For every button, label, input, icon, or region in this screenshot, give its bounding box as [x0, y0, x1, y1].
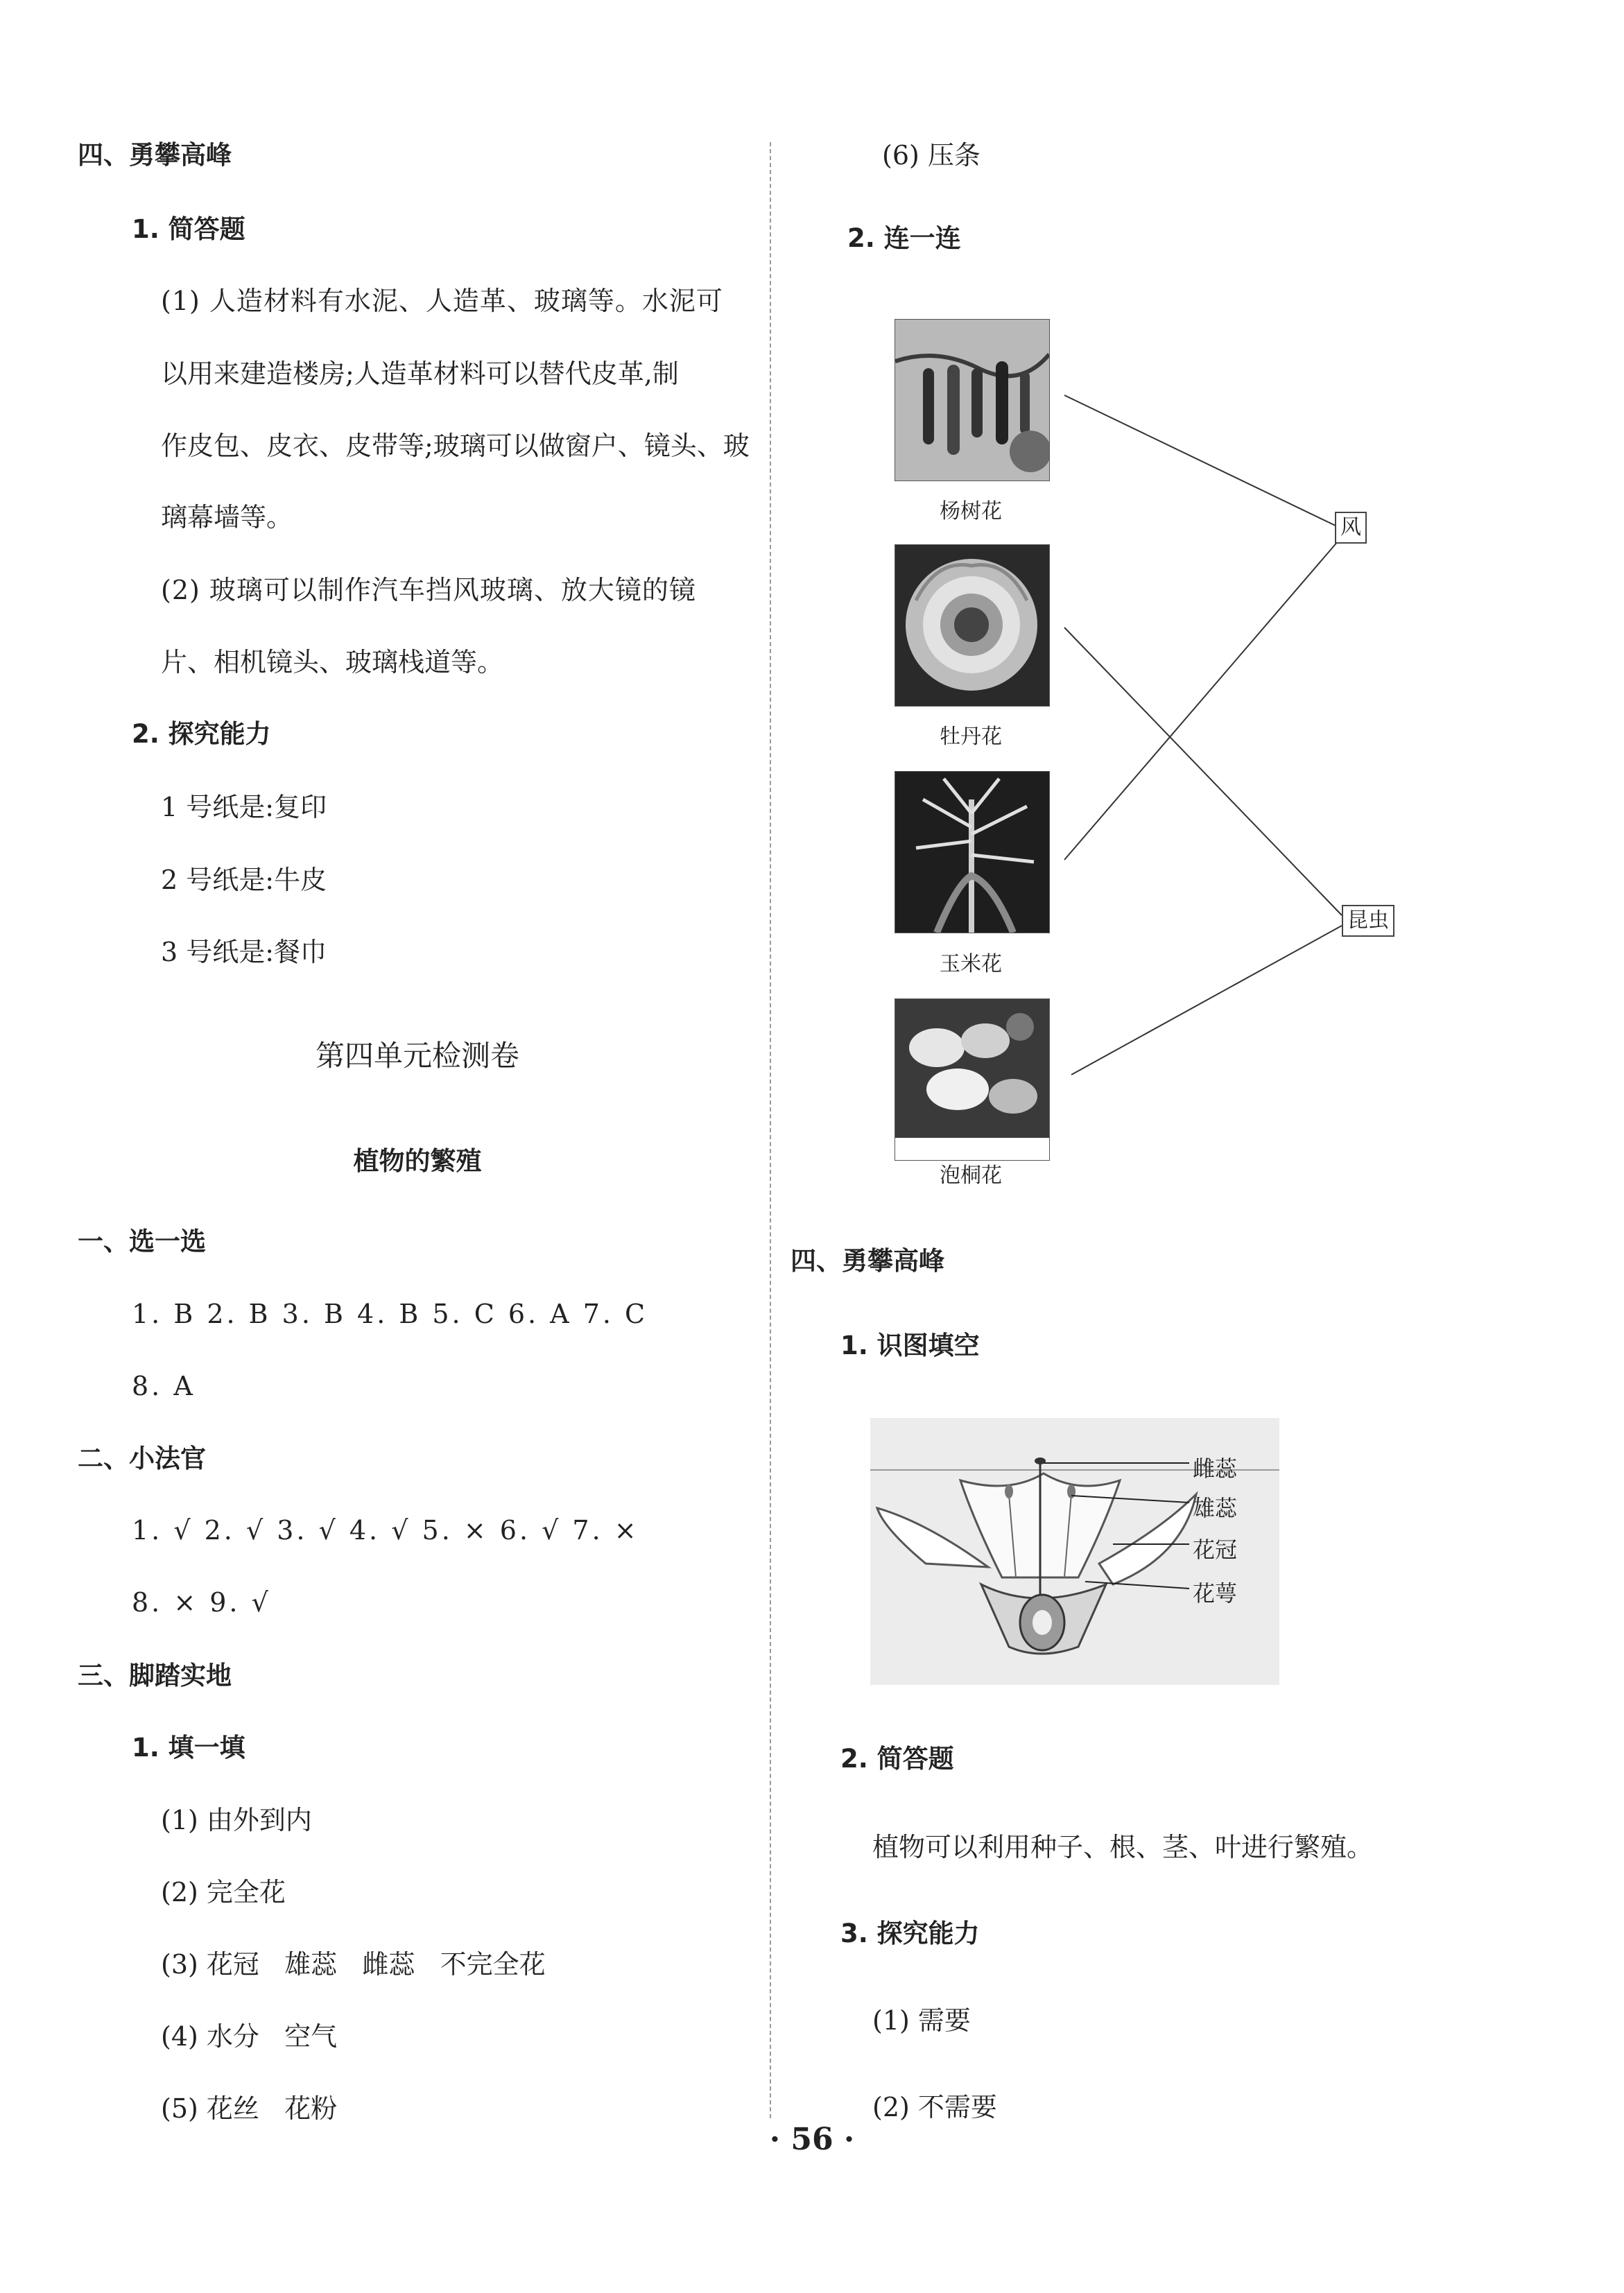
answer-line: 8. × 9. √ — [132, 1587, 271, 1618]
flower-caption: 杨树花 — [940, 499, 1002, 524]
corn-flower-photo — [895, 771, 1050, 933]
question-title-match: 2. 连一连 — [847, 223, 961, 253]
label-calyx: 花萼 — [1193, 1580, 1238, 1607]
answer-line: 8. A — [132, 1371, 196, 1401]
poplar-flower-photo — [895, 319, 1050, 481]
answer-line: 片、相机镜头、玻璃栈道等。 — [161, 647, 504, 677]
flower-caption: 牡丹花 — [940, 725, 1002, 749]
section-title-challenge: 四、勇攀高峰 — [78, 140, 232, 170]
section-title-practice: 三、脚踏实地 — [78, 1661, 232, 1690]
label-insect: 昆虫 — [1342, 905, 1394, 937]
unit-title: 第四单元检测卷 — [315, 1039, 519, 1073]
question-title-short-answer-right: 2. 简答题 — [840, 1744, 954, 1774]
answer-line: 1 号纸是:复印 — [161, 792, 327, 822]
flower-caption: 泡桐花 — [940, 1163, 1002, 1188]
answer-line: 作皮包、皮衣、皮带等;玻璃可以做窗户、镜头、玻 — [161, 431, 750, 461]
answer-line: (2) 完全花 — [161, 1877, 286, 1907]
answer-line: (1) 需要 — [872, 2005, 971, 2036]
answer-line: (5) 花丝 花粉 — [161, 2093, 338, 2124]
paulownia-flower-photo — [895, 998, 1050, 1161]
flower-caption: 玉米花 — [940, 952, 1002, 976]
page-number: · 56 · — [769, 2122, 855, 2157]
label-pistil: 雌蕊 — [1193, 1455, 1238, 1482]
section-title-judge: 二、小法官 — [78, 1444, 206, 1473]
answer-line: 3 号纸是:餐巾 — [161, 937, 327, 967]
section-title-choice: 一、选一选 — [78, 1227, 206, 1256]
answer-line: (2) 玻璃可以制作汽车挡风玻璃、放大镜的镜 — [161, 575, 696, 605]
label-corolla: 花冠 — [1193, 1537, 1238, 1563]
answer-line: 以用来建造楼房;人造革材料可以替代皮革,制 — [161, 358, 679, 389]
section-title-challenge-right: 四、勇攀高峰 — [791, 1246, 944, 1276]
answer-line: 璃幕墙等。 — [161, 502, 293, 533]
answer-line: (3) 花冠 雄蕊 雌蕊 不完全花 — [161, 1949, 546, 1980]
unit-subtitle: 植物的繁殖 — [353, 1146, 482, 1176]
flower-structure-diagram — [870, 1418, 1279, 1685]
peony-photo — [895, 544, 1050, 707]
label-stamen: 雄蕊 — [1193, 1495, 1238, 1521]
question-title-diagram: 1. 识图填空 — [840, 1331, 980, 1360]
answer-line: (1) 由外到内 — [161, 1805, 312, 1835]
answer-line: (4) 水分 空气 — [161, 2021, 338, 2052]
answer-line: 1. B 2. B 3. B 4. B 5. C 6. A 7. C — [132, 1299, 648, 1329]
question-title-fill: 1. 填一填 — [132, 1733, 245, 1763]
question-title-inquiry: 2. 探究能力 — [132, 719, 271, 749]
label-wind: 风 — [1335, 512, 1367, 544]
answer-line: (1) 人造材料有水泥、人造革、玻璃等。水泥可 — [161, 286, 723, 316]
answer-line: (2) 不需要 — [872, 2092, 997, 2122]
answer-line: 植物可以利用种子、根、茎、叶进行繁殖。 — [872, 1832, 1374, 1862]
answer-line: 2 号纸是:牛皮 — [161, 865, 327, 895]
question-title-short-answer: 1. 简答题 — [132, 214, 245, 244]
answer-line: (6) 压条 — [882, 140, 981, 171]
answer-line: 1. √ 2. √ 3. √ 4. √ 5. × 6. √ 7. × — [132, 1515, 639, 1546]
question-title-inquiry-right: 3. 探究能力 — [840, 1919, 980, 1948]
